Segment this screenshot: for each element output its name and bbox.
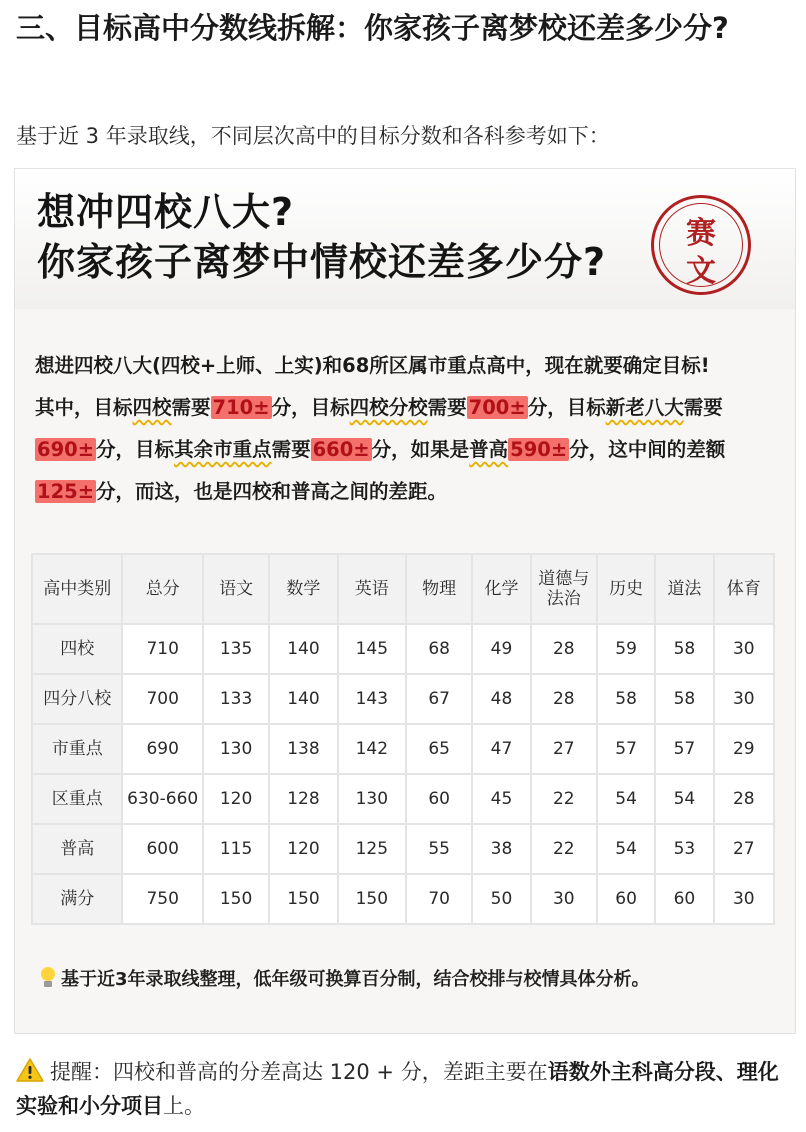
table-cell: 57 bbox=[655, 724, 713, 774]
table-cell: 55 bbox=[406, 824, 472, 874]
school-keyword: 其余市重点 bbox=[174, 438, 272, 461]
score-highlight: 690± bbox=[37, 438, 95, 461]
score-highlight: 700± bbox=[468, 396, 526, 419]
table-cell: 115 bbox=[203, 824, 269, 874]
warning-icon bbox=[16, 1058, 44, 1082]
table-cell: 630-660 bbox=[122, 774, 202, 824]
table-cell: 68 bbox=[406, 624, 472, 674]
table-cell: 59 bbox=[597, 624, 655, 674]
para-text: 分，目标 bbox=[271, 396, 350, 419]
table-cell: 50 bbox=[472, 874, 530, 924]
table-cell: 142 bbox=[338, 724, 406, 774]
poster-footer-note bbox=[39, 965, 789, 995]
score-highlight: 660± bbox=[312, 438, 370, 461]
table-cell: 58 bbox=[655, 674, 713, 724]
column-header: 语文 bbox=[203, 554, 269, 624]
column-header: 总分 bbox=[122, 554, 202, 624]
reminder-text bbox=[16, 1055, 791, 1123]
para-text: 分，目标 bbox=[527, 396, 606, 419]
table-cell: 133 bbox=[203, 674, 269, 724]
table-cell: 145 bbox=[338, 624, 406, 674]
table-cell: 710 bbox=[122, 624, 202, 674]
para-text: 需要 bbox=[271, 438, 311, 461]
table-cell: 29 bbox=[714, 724, 774, 774]
table-cell: 58 bbox=[597, 674, 655, 724]
column-header: 体育 bbox=[714, 554, 774, 624]
school-keyword: 四校分校 bbox=[349, 396, 428, 419]
table-cell: 140 bbox=[269, 624, 337, 674]
poster-title-line2: 你家孩子离梦中情校还差多少分? bbox=[37, 240, 607, 284]
column-header: 道德与法治 bbox=[531, 554, 597, 624]
table-cell: 28 bbox=[714, 774, 774, 824]
table-cell: 27 bbox=[531, 724, 597, 774]
para-text: 分，如果是 bbox=[371, 438, 470, 461]
table-cell: 28 bbox=[531, 624, 597, 674]
table-cell: 四分八校 bbox=[32, 674, 122, 724]
school-keyword: 新老八大 bbox=[605, 396, 684, 419]
column-header: 高中类别 bbox=[32, 554, 122, 624]
para-text: 需要 bbox=[171, 396, 211, 419]
table-cell: 125 bbox=[338, 824, 406, 874]
seal-char-2: 文 bbox=[686, 254, 716, 289]
school-keyword: 四校 bbox=[132, 396, 172, 419]
table-cell: 128 bbox=[269, 774, 337, 824]
table-cell: 53 bbox=[655, 824, 713, 874]
score-table bbox=[31, 553, 775, 925]
table-cell: 60 bbox=[406, 774, 472, 824]
footer-note-text: 基于近3年录取线整理，低年级可换算百分制，结合校排与校情具体分析。 bbox=[61, 969, 650, 990]
table-cell: 27 bbox=[714, 824, 774, 874]
section-title: 三、目标高中分数线拆解：你家孩子离梦校还差多少分? bbox=[16, 11, 729, 45]
table-cell: 65 bbox=[406, 724, 472, 774]
table-cell: 38 bbox=[472, 824, 530, 874]
seal-logo bbox=[651, 195, 751, 295]
column-header: 数学 bbox=[269, 554, 337, 624]
reminder-suffix: 上。 bbox=[163, 1094, 205, 1118]
table-cell: 140 bbox=[269, 674, 337, 724]
column-header: 历史 bbox=[597, 554, 655, 624]
column-header: 道法 bbox=[655, 554, 713, 624]
table-cell: 690 bbox=[122, 724, 202, 774]
table-row bbox=[32, 724, 774, 774]
table-cell: 四校 bbox=[32, 624, 122, 674]
poster-header bbox=[15, 169, 795, 309]
seal-char-1: 赛 bbox=[686, 216, 716, 251]
table-cell: 600 bbox=[122, 824, 202, 874]
table-cell: 47 bbox=[472, 724, 530, 774]
column-header: 物理 bbox=[406, 554, 472, 624]
table-cell: 150 bbox=[203, 874, 269, 924]
table-cell: 市重点 bbox=[32, 724, 122, 774]
school-keyword: 普高 bbox=[469, 438, 509, 461]
poster-paragraph bbox=[35, 345, 780, 513]
table-cell: 22 bbox=[531, 774, 597, 824]
table-cell: 130 bbox=[338, 774, 406, 824]
table-cell: 138 bbox=[269, 724, 337, 774]
table-cell: 135 bbox=[203, 624, 269, 674]
column-header: 化学 bbox=[472, 554, 530, 624]
table-cell: 120 bbox=[269, 824, 337, 874]
table-cell: 67 bbox=[406, 674, 472, 724]
poster-image bbox=[14, 168, 796, 1034]
table-cell: 54 bbox=[597, 824, 655, 874]
table-cell: 750 bbox=[122, 874, 202, 924]
score-highlight: 125± bbox=[37, 480, 95, 503]
table-cell: 30 bbox=[531, 874, 597, 924]
table-row bbox=[32, 824, 774, 874]
table-cell: 130 bbox=[203, 724, 269, 774]
table-cell: 54 bbox=[655, 774, 713, 824]
table-cell: 普高 bbox=[32, 824, 122, 874]
table-cell: 150 bbox=[269, 874, 337, 924]
table-cell: 30 bbox=[714, 674, 774, 724]
table-cell: 区重点 bbox=[32, 774, 122, 824]
table-cell: 70 bbox=[406, 874, 472, 924]
table-row bbox=[32, 774, 774, 824]
table-cell: 45 bbox=[472, 774, 530, 824]
score-highlight: 710± bbox=[212, 396, 270, 419]
table-cell: 30 bbox=[714, 624, 774, 674]
table-cell: 54 bbox=[597, 774, 655, 824]
table-cell: 150 bbox=[338, 874, 406, 924]
para-text: 分，这中间的差额 bbox=[569, 438, 726, 461]
table-cell: 30 bbox=[714, 874, 774, 924]
table-row bbox=[32, 674, 774, 724]
para-text: 需要 bbox=[683, 396, 723, 419]
table-cell: 满分 bbox=[32, 874, 122, 924]
para-text: 分，而这，也是四校和普高之间的差距。 bbox=[96, 480, 448, 503]
lightbulb-icon bbox=[39, 967, 57, 989]
table-cell: 143 bbox=[338, 674, 406, 724]
score-highlight: 590± bbox=[510, 438, 568, 461]
table-cell: 58 bbox=[655, 624, 713, 674]
para-line1: 想进四校八大(四校+上师、上实)和68所区属市重点高中，现在就要确定目标! bbox=[35, 354, 710, 377]
intro-text: 基于近 3 年录取线，不同层次高中的目标分数和各科参考如下： bbox=[16, 124, 610, 148]
table-cell: 60 bbox=[655, 874, 713, 924]
reminder-bold: 语数外主科高分段、理化实验和小分项目 bbox=[16, 1060, 779, 1118]
table-cell: 28 bbox=[531, 674, 597, 724]
para-text: 其中，目标 bbox=[35, 396, 133, 419]
para-text: 需要 bbox=[427, 396, 467, 419]
table-row bbox=[32, 624, 774, 674]
table-cell: 60 bbox=[597, 874, 655, 924]
table-header-row bbox=[32, 554, 774, 624]
column-header: 英语 bbox=[338, 554, 406, 624]
para-text: 分，目标 bbox=[96, 438, 175, 461]
table-cell: 120 bbox=[203, 774, 269, 824]
table-cell: 57 bbox=[597, 724, 655, 774]
table-row bbox=[32, 874, 774, 924]
table-cell: 22 bbox=[531, 824, 597, 874]
reminder-prefix: 提醒：四校和普高的分差高达 120 + 分，差距主要在 bbox=[50, 1060, 548, 1084]
table-cell: 48 bbox=[472, 674, 530, 724]
table-cell: 49 bbox=[472, 624, 530, 674]
table-cell: 700 bbox=[122, 674, 202, 724]
poster-title-line1: 想冲四校八大? bbox=[37, 190, 295, 234]
